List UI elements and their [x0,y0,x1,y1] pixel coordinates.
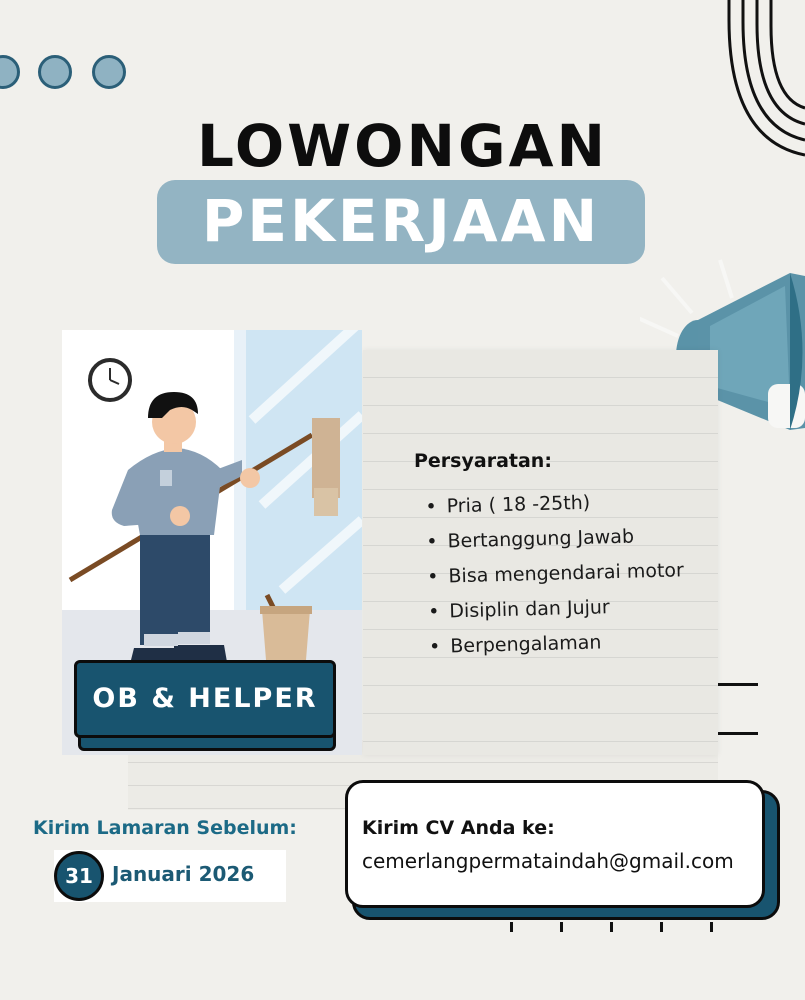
requirement-item: • Bisa mengendarai motor [427,553,684,595]
date-month-year: Januari 2026 [112,862,255,886]
decor-tick [510,922,513,932]
requirements-title: Persyaratan: [414,450,552,472]
date-day: 31 [54,851,104,901]
requirement-item: • Disiplin dan Jujur [428,588,685,630]
deadline-label: Kirim Lamaran Sebelum: [33,817,297,839]
cv-label: Kirim CV Anda ke: [362,817,555,839]
email-link[interactable]: cemerlangpermataindah@gmail.com [362,849,734,873]
requirement-item: • Berpengalaman [429,623,686,665]
requirement-item: • Pria ( 18 -25th) [425,483,682,525]
cv-box [345,780,765,908]
page-title-line1: LOWONGAN [196,112,609,180]
requirement-item: • Bertanggung Jawab [426,518,683,560]
position-label: OB & HELPER [92,683,318,714]
decor-dash-2 [718,732,758,735]
page-title-line2: PEKERJAAN [201,187,601,255]
decor-dash-1 [718,683,758,686]
requirements-list [425,483,686,665]
decor-tick [710,922,713,932]
decor-dot-1 [0,55,20,89]
decor-tick [560,922,563,932]
decor-dot-2 [38,55,72,89]
decor-tick [610,922,613,932]
decor-dot-3 [92,55,126,89]
clock-icon [90,360,130,400]
decor-tick [660,922,663,932]
